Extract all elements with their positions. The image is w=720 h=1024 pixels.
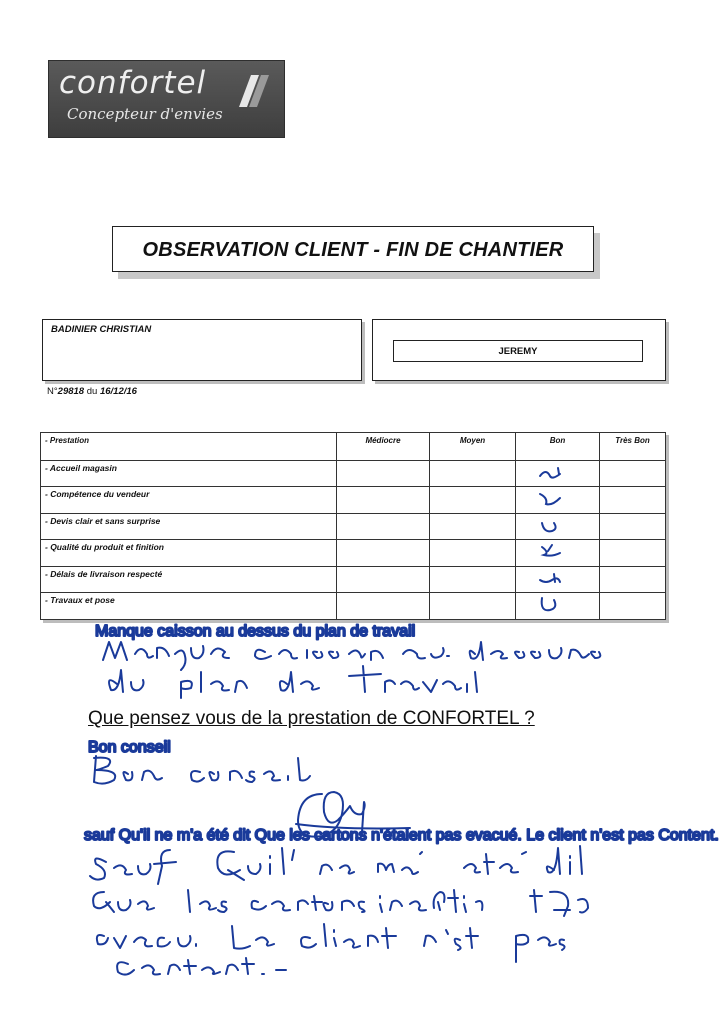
cell-bon <box>516 593 600 620</box>
cell-tres-bon <box>600 513 666 540</box>
header-moyen: Moyen <box>430 433 516 461</box>
cell-moyen <box>430 593 516 620</box>
cell-moyen <box>430 513 516 540</box>
handwritten-check-icon <box>538 570 564 588</box>
rating-value <box>520 461 521 462</box>
cell-mediocre <box>337 566 430 593</box>
cell-bon <box>516 566 600 593</box>
table-row <box>41 540 666 567</box>
rating-value <box>520 540 521 541</box>
cell-tres-bon <box>600 593 666 620</box>
handwritten-note-1-text: Manque caisson au dessus du plan de travail <box>95 623 416 640</box>
rating-value <box>520 567 521 568</box>
cell-moyen <box>430 487 516 514</box>
client-box <box>42 319 362 381</box>
form-title: OBSERVATION CLIENT - FIN DE CHANTIER <box>142 239 564 261</box>
handwritten-note-2-text: sauf Qu'il ne m'a été dit Que les cartons n'étaient pas evacué. Le client n'est pas Content. <box>84 827 719 844</box>
cell-mediocre <box>337 460 430 487</box>
header-prestation: - Prestation <box>41 433 337 461</box>
client-name: BADINIER CHRISTIAN <box>51 324 152 335</box>
row-label: - Délais de livraison respecté <box>41 566 337 593</box>
handwritten-note-1 <box>95 623 615 698</box>
handwritten-check-icon <box>538 543 564 561</box>
row-label: - Travaux et pose <box>41 593 337 620</box>
cell-tres-bon <box>600 460 666 487</box>
prestation-question: Que pensez vous de la prestation de CONFORTEL ? <box>88 708 535 729</box>
handwritten-answer-text: Bon conseil <box>88 739 171 756</box>
cell-bon <box>516 540 600 567</box>
logo-tagline: Concepteur d'envies <box>67 105 223 123</box>
confortel-logo <box>48 60 285 138</box>
form-title-box <box>112 226 594 272</box>
representative-box <box>372 319 666 381</box>
cell-bon <box>516 513 600 540</box>
cell-moyen <box>430 566 516 593</box>
cell-tres-bon <box>600 487 666 514</box>
handwritten-check-icon <box>538 517 564 535</box>
row-label: - Qualité du produit et finition <box>41 540 337 567</box>
header-bon: Bon <box>516 433 600 461</box>
logo-brand: confortel <box>59 65 207 101</box>
cell-moyen <box>430 460 516 487</box>
table-row <box>41 566 666 593</box>
rating-value <box>520 514 521 515</box>
handwritten-note-2 <box>84 827 719 990</box>
doc-date-prefix: du <box>86 386 98 397</box>
cell-mediocre <box>337 540 430 567</box>
representative-name: JEREMY <box>498 346 538 357</box>
document-reference <box>47 386 137 397</box>
table-row <box>41 460 666 487</box>
cell-tres-bon <box>600 566 666 593</box>
cell-tres-bon <box>600 540 666 567</box>
row-label: - Compétence du vendeur <box>41 487 337 514</box>
doc-number: 29818 <box>57 386 85 397</box>
header-mediocre: Médiocre <box>337 433 430 461</box>
table-header-row <box>41 433 666 461</box>
cell-bon <box>516 460 600 487</box>
handwritten-check-icon <box>538 490 564 508</box>
evaluation-table <box>40 432 666 620</box>
rating-value <box>520 593 521 594</box>
table-row <box>41 487 666 514</box>
representative-field <box>393 340 643 362</box>
handwritten-check-icon <box>538 596 564 614</box>
cell-mediocre <box>337 513 430 540</box>
cell-mediocre <box>337 487 430 514</box>
row-label: - Accueil magasin <box>41 460 337 487</box>
rating-value <box>520 487 521 488</box>
cell-bon <box>516 487 600 514</box>
table-row <box>41 593 666 620</box>
doc-number-prefix: N° <box>47 386 58 397</box>
cell-moyen <box>430 540 516 567</box>
doc-date: 16/12/16 <box>99 386 137 397</box>
cell-mediocre <box>337 593 430 620</box>
table-row <box>41 513 666 540</box>
header-tres-bon: Très Bon <box>600 433 666 461</box>
row-label: - Devis clair et sans surprise <box>41 513 337 540</box>
handwritten-check-icon <box>538 464 564 482</box>
logo-slash-icon <box>237 73 269 109</box>
